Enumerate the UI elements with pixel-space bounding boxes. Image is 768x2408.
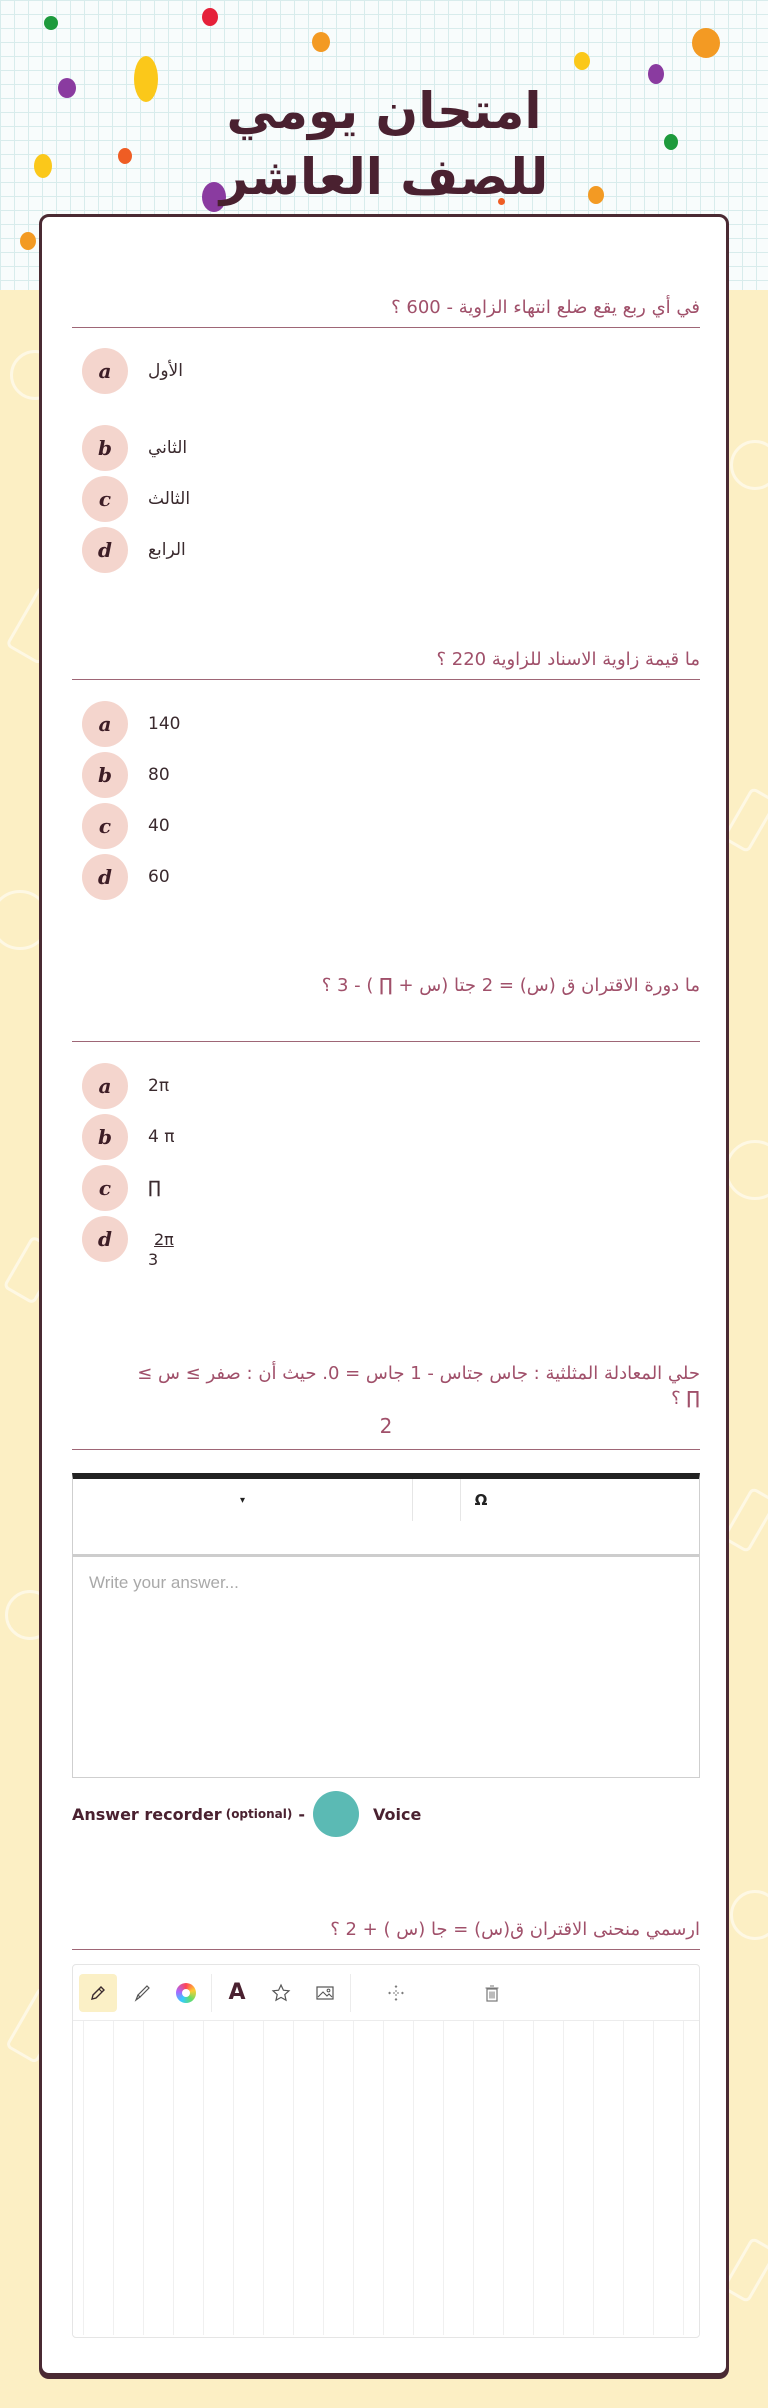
color-picker-tool[interactable] xyxy=(167,1974,205,2012)
drawing-board xyxy=(72,1964,700,2338)
recorder-dash: - xyxy=(298,1804,305,1824)
image-tool[interactable] xyxy=(306,1974,344,2012)
delete-tool[interactable] xyxy=(473,1974,511,2012)
omega-icon: Ω xyxy=(474,1491,488,1509)
option-text: 40 xyxy=(148,816,170,836)
answer-placeholder: Write your answer... xyxy=(89,1573,239,1592)
star-icon xyxy=(271,1983,291,2003)
pencil-tool[interactable] xyxy=(79,1974,117,2012)
question-text-line1: حلي المعادلة المثلثية : جاس جتاس - 1 جاس = 0. حيث أن : صفر ≥ س ≥ xyxy=(137,1363,700,1384)
color-wheel-icon xyxy=(176,1983,196,2003)
question-text-line2: ∏ ؟ xyxy=(671,1388,700,1409)
question-text: في أي ربع يقع ضلع انتهاء الزاوية - 600 ؟ xyxy=(72,295,700,328)
option-letter[interactable]: b xyxy=(82,752,128,798)
recorder-optional: (optional) xyxy=(225,1807,293,1821)
brush-icon xyxy=(132,1983,152,2003)
option-letter[interactable]: c xyxy=(82,1165,128,1211)
brush-tool[interactable] xyxy=(123,1974,161,2012)
pencil-icon xyxy=(88,1983,108,2003)
question-4 xyxy=(72,1361,700,1450)
option-letter[interactable]: a xyxy=(82,1063,128,1109)
drawing-toolbar xyxy=(73,1965,699,2021)
question-text: ما قيمة زاوية الاسناد للزاوية 220 ؟ xyxy=(72,647,700,680)
text-tool[interactable] xyxy=(218,1974,256,2012)
question-1 xyxy=(72,295,700,328)
image-icon xyxy=(315,1983,335,2003)
option-c[interactable] xyxy=(82,803,170,849)
answer-recorder xyxy=(72,1791,421,1837)
option-text: 140 xyxy=(148,714,181,734)
option-text: 60 xyxy=(148,867,170,887)
rich-text-editor xyxy=(72,1473,700,1778)
option-b[interactable] xyxy=(82,425,187,471)
shape-tool[interactable] xyxy=(262,1974,300,2012)
chevron-down-icon: ▾ xyxy=(239,1494,246,1506)
option-text: ∏ xyxy=(148,1178,161,1198)
option-d[interactable] xyxy=(82,854,170,900)
question-text: ارسمي منحنى الاقتران ق(س) = جا (س ) + 2 ؟ xyxy=(72,1917,700,1950)
option-text: 4 π xyxy=(148,1127,175,1147)
option-a[interactable] xyxy=(82,701,180,747)
record-button[interactable] xyxy=(313,1791,359,1837)
voice-label: Voice xyxy=(373,1804,422,1824)
option-b[interactable] xyxy=(82,752,170,798)
special-character-button[interactable] xyxy=(461,1479,501,1521)
option-text: الثاني xyxy=(148,438,188,458)
recorder-label: Answer recorder xyxy=(72,1804,222,1824)
option-letter[interactable]: c xyxy=(82,476,128,522)
option-d[interactable] xyxy=(82,1216,174,1269)
option-letter[interactable]: d xyxy=(82,527,128,573)
option-c[interactable] xyxy=(82,476,190,522)
fraction-numerator: 2π xyxy=(154,1230,174,1249)
text-icon: A xyxy=(228,1980,246,2005)
option-text: الأول xyxy=(148,361,183,381)
question-3 xyxy=(72,973,700,1042)
answer-input[interactable] xyxy=(73,1557,699,1777)
page-title: امتحان يومي للصف العاشر xyxy=(219,82,549,206)
option-text: 80 xyxy=(148,765,170,785)
option-letter[interactable]: d xyxy=(82,854,128,900)
toolbar-divider xyxy=(211,1974,212,2012)
option-letter[interactable]: b xyxy=(82,1114,128,1160)
option-c[interactable] xyxy=(82,1165,161,1211)
option-a[interactable] xyxy=(82,348,183,394)
trash-icon xyxy=(482,1983,502,2003)
drawing-canvas[interactable] xyxy=(73,2021,699,2335)
question-text-line3: 2 xyxy=(72,1411,700,1450)
option-letter[interactable]: a xyxy=(82,348,128,394)
option-letter[interactable]: a xyxy=(82,701,128,747)
option-letter[interactable]: c xyxy=(82,803,128,849)
move-icon xyxy=(386,1983,406,2003)
option-b[interactable] xyxy=(82,1114,174,1160)
toolbar-button[interactable] xyxy=(413,1479,461,1521)
format-dropdown[interactable] xyxy=(73,1479,413,1521)
quiz-card xyxy=(39,214,729,2376)
option-text: الثالث xyxy=(148,489,191,509)
question-text: ما دورة الاقتران ق (س) = 2 جتا (س + ∏ ) - 3 ؟ xyxy=(72,973,700,1042)
option-a[interactable] xyxy=(82,1063,169,1109)
option-letter[interactable]: d xyxy=(82,1216,128,1262)
option-fraction xyxy=(148,1230,174,1270)
option-text: 2π xyxy=(148,1076,170,1096)
toolbar-divider xyxy=(350,1974,351,2012)
editor-toolbar xyxy=(73,1479,699,1557)
question-5 xyxy=(72,1917,700,1950)
question-2 xyxy=(72,647,700,680)
move-tool[interactable] xyxy=(377,1974,415,2012)
option-d[interactable] xyxy=(82,527,186,573)
fraction-denominator: 3 xyxy=(148,1250,159,1269)
option-text: الرابع xyxy=(148,540,186,560)
option-letter[interactable]: b xyxy=(82,425,128,471)
